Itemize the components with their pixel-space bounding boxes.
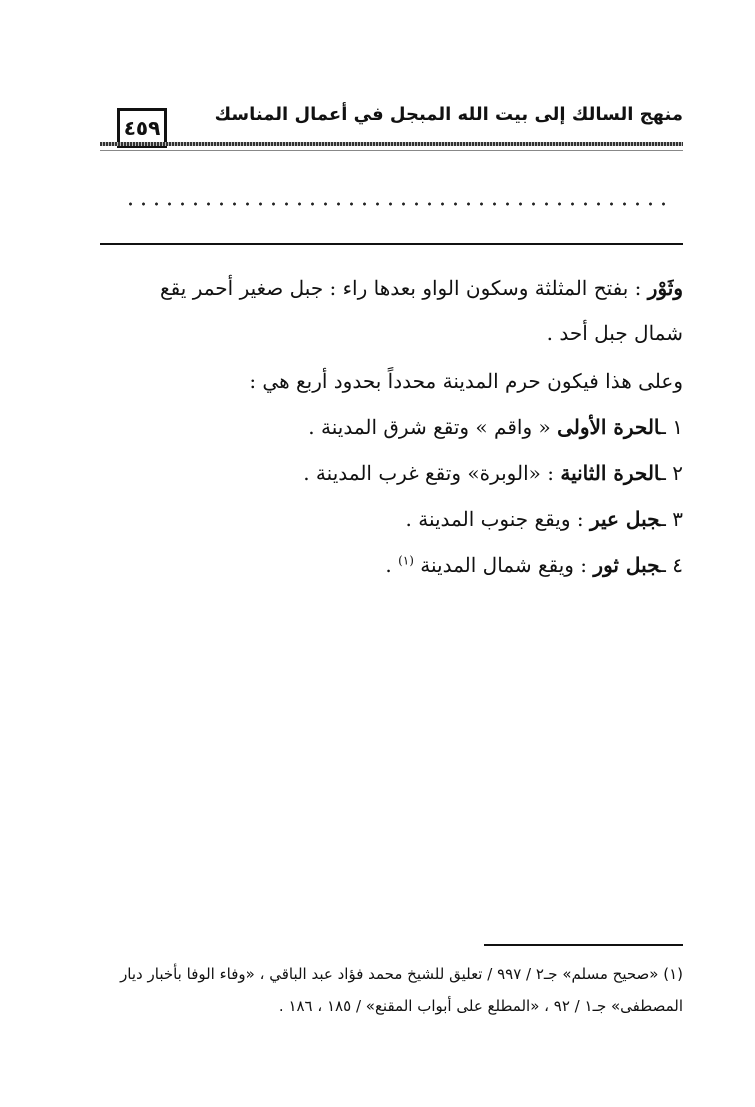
item-term: جبل ثور xyxy=(593,553,661,577)
section-rule xyxy=(100,243,683,245)
item-text: : ويقع شمال المدينة xyxy=(420,553,588,577)
thawr-definition: : بفتح المثلثة وسكون الواو بعدها راء : جبل صغير أحمر يقع xyxy=(160,276,642,300)
running-header-title: منهج السالك إلى بيت الله المبجل في أعمال المناسك xyxy=(214,104,683,125)
item-end: . xyxy=(385,553,392,577)
body-line-1 xyxy=(160,276,683,300)
item-term: جبل عير xyxy=(589,507,661,531)
list-item xyxy=(308,415,683,439)
item-term: الحرة الثانية xyxy=(560,461,661,485)
item-text: : ويقع جنوب المدينة . xyxy=(405,507,584,531)
footnote-ref: (١) xyxy=(398,553,414,568)
item-term: الحرة الأولى xyxy=(557,415,661,439)
header-rule-thin xyxy=(100,150,683,151)
item-number: ١ ـ xyxy=(660,415,683,439)
item-text: : «الوبرة» وتقع غرب المدينة . xyxy=(303,461,554,485)
intro-line: وعلى هذا فيكون حرم المدينة محدداً بحدود أربع هي : xyxy=(249,369,683,393)
body-line-2: شمال جبل أحد . xyxy=(546,321,683,345)
term-thawr: وثَوْر xyxy=(647,276,683,300)
list-item xyxy=(303,461,683,485)
header-rule xyxy=(100,142,683,146)
dotted-separator xyxy=(124,201,675,207)
item-number: ٣ ـ xyxy=(660,507,683,531)
item-number: ٢ ـ xyxy=(660,461,683,485)
item-text: « واقم » وتقع شرق المدينة . xyxy=(308,415,551,439)
footnote-line-1: (١) «صحيح مسلم» جـ٢ / ٩٩٧ / تعليق للشيخ محمد فؤاد عبد الباقي ، «وفاء الوفا بأخبار ديار xyxy=(120,965,683,983)
footnote-line-2: المصطفى» جـ١ / ٩٢ ، «المطلع على أبواب المقنع» / ١٨٥ ، ١٨٦ . xyxy=(278,997,683,1015)
page-number: ٤٥٩ xyxy=(117,108,167,148)
footnote-rule xyxy=(484,944,683,946)
list-item xyxy=(385,553,683,577)
item-number: ٤ ـ xyxy=(660,553,683,577)
list-item xyxy=(406,507,684,531)
